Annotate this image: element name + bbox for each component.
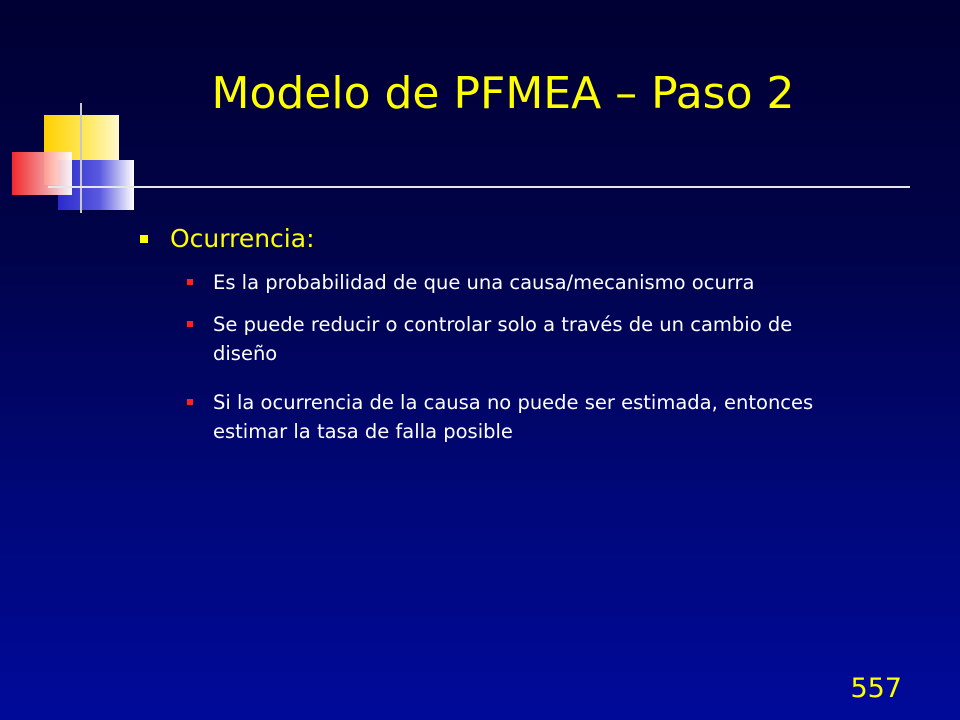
sub-bullet-text: Es la probabilidad de que una causa/mecanismo ocurra bbox=[213, 271, 755, 294]
title-underline bbox=[48, 186, 910, 188]
sub-bullet-2 bbox=[187, 310, 827, 368]
square-bullet-icon bbox=[187, 321, 193, 327]
sub-bullet-text: Si la ocurrencia de la causa no puede ser estimada, entonces estimar la tasa de falla posible bbox=[213, 391, 814, 443]
slide-title: Modelo de PFMEA – Paso 2 bbox=[211, 68, 795, 119]
decor-red-square bbox=[12, 152, 72, 195]
square-bullet-icon bbox=[140, 235, 148, 243]
square-bullet-icon bbox=[187, 279, 193, 285]
heading-text: Ocurrencia: bbox=[170, 224, 315, 253]
decor-vertical-line bbox=[80, 103, 82, 213]
heading-bullet-ocurrencia bbox=[140, 224, 315, 253]
sub-bullet-text: Se puede reducir o controlar solo a través de un cambio de diseño bbox=[213, 313, 793, 365]
page-number: 557 bbox=[850, 673, 902, 704]
sub-bullet-3 bbox=[187, 388, 877, 446]
square-bullet-icon bbox=[187, 399, 193, 405]
sub-bullet-1 bbox=[187, 268, 927, 297]
